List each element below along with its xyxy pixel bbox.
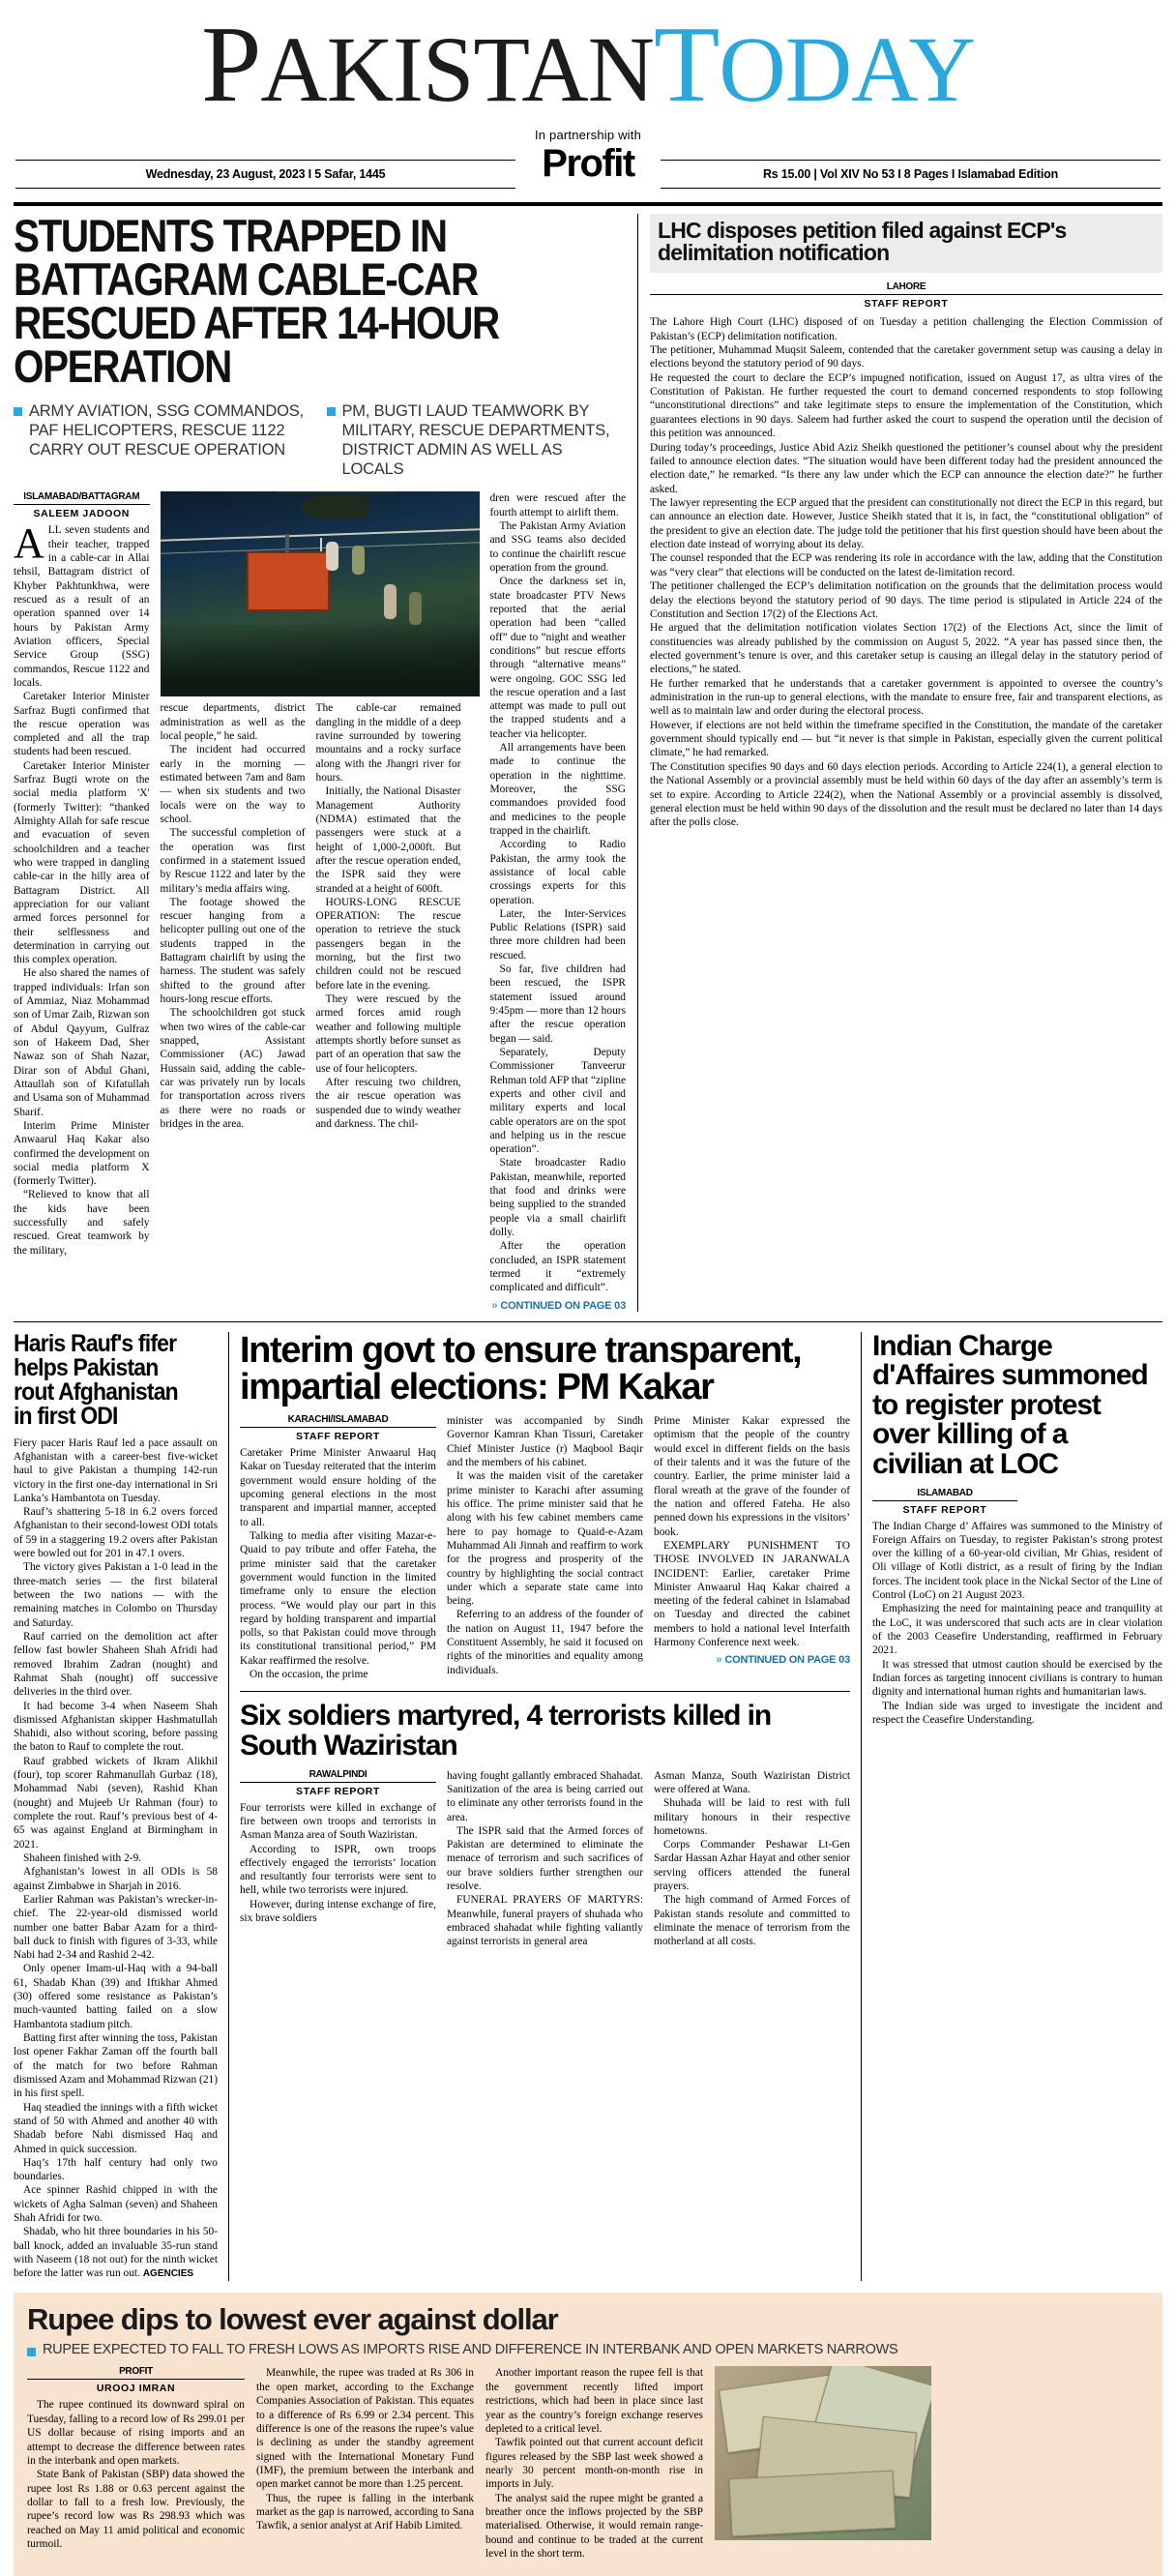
- paragraph: Earlier Rahman was Pakistan’s wrecker-in-chief. The 22-year-old dismissed world number one batter Babar Azam for a third-ball duck to finish with figures of 3-33, while Nabi had 2-34 and Rashid 2-42.: [14, 1893, 218, 1962]
- paragraph: The petitioner, Muhammad Muqsit Saleem, contended that the caretaker government setup was causing a delay in elections beyond the statutory period of 90 days.: [650, 344, 1162, 370]
- paragraph: The high command of Armed Forces of Pakistan stands resolute and committed to eliminate the menace of terrorism from the motherland at all costs.: [654, 1894, 850, 1948]
- paragraph: Shuhada will be laid to rest with full military honours in their respective hometowns.: [654, 1797, 850, 1837]
- rail-byline: [650, 281, 1162, 310]
- rupee-photo-column: [715, 2366, 931, 2561]
- paragraph: It was stressed that utmost caution should be exercised by the Indian forces as targeting innocent civilians is contrary to human dignity and international human rights and humanitarian laws.: [872, 1658, 1162, 1699]
- lead-column-1: [14, 491, 150, 1311]
- paragraph: The Pakistan Army Aviation and SSG teams also decided to continue the chairlift rescue operation from the ground.: [489, 520, 626, 575]
- paragraph: Caretaker Interior Minister Sarfraz Bugti wrote on the social media platform 'X' (formerly Twitter): “thanked Almighty Allah for safe rescue and evacuation of seven schoolchildren and a teacher who were trapped in dangling cable-car in the hilly area of Battagram District. All appreciation for our valiant armed forces personnel for their selflessness and determination in carrying out this complex operation.: [14, 759, 150, 966]
- byline-author: STAFF REPORT: [902, 1503, 987, 1516]
- lead-bullet-2-text: PM, BUGTI LAUD TEAMWORK BY MILITARY, RESCUE DEPARTMENTS, DISTRICT ADMIN AS WELL AS LOCALS: [341, 401, 610, 479]
- lead-column-4: [490, 491, 627, 1311]
- paragraph: “Relieved to know that all the kids have been successfully and safely rescued. Great teamwork by the military,: [14, 1189, 150, 1257]
- byline-city: RAWALPINDI: [240, 1769, 436, 1783]
- byline-city: LAHORE: [650, 281, 1162, 295]
- paragraph: He requested the court to declare the ECP’s impugned notification, issued on August 17, as ultra vires of the Constitution of Pakistan. He further requested the court to demand concerned respondents to stop following “unconstitutional directions” and take legitimate steps to ensure the implementation of the Constitution, which guarantees elections in 90 days. Saleem had further asked the court to suspend the operation until the decision of this petition was announced.: [650, 371, 1162, 440]
- paragraph: The Indian Charge d’ Affaires was summoned to the Ministry of Foreign Affairs on Tuesday, to register Pakistan’s strong protest over the killing of a 60-year-old civilian, Mr Ghias, resident of Oli village of Kotli district, as a result of firing by the Indian forces. The incident took place in the Nickal Sector of the Line of Control (LoC) on 21 August 2023.: [872, 1520, 1162, 1602]
- paragraph: Initially, the National Disaster Management Authority (NDMA) estimated that the passengers were stuck at a height of 1,000-2,000ft. But after the rescue operation ended, the ISPR said they were stranded at a height of 600ft.: [315, 785, 461, 895]
- rupee-subhead: [27, 2342, 1149, 2357]
- paragraph: EXEMPLARY PUNISHMENT TO THOSE INVOLVED IN JARANWALA INCIDENT: Earlier, caretaker Prime Minister Anwaarul Haq Kakar chaired a meeting of the federal cabinet in Islamabad on Tuesday and directed the cabinet members to hold a national level Interfaith Harmony Conference next week.: [654, 1539, 850, 1649]
- interim-headline[interactable]: Interim govt to ensure transparent, impartial elections: PM Kakar: [240, 1329, 802, 1408]
- paragraph: ALL seven students and their teacher, trapped in a cable-car in Allai tehsil, Battagram district of Khyber Pakhtunkhwa, were rescued as a result of an operation spanned over 14 hours by Pakistan Army Aviation officers, Special Service Group (SSG) commandos, Rescue 1122 and locals.: [14, 519, 150, 689]
- paragraph: Shaheen finished with 2-9.: [23, 1851, 142, 1864]
- logo-letter-t: T: [654, 5, 720, 125]
- paragraph: The analyst said the rupee might be granted a breather once the inflows projected by the SBP materialised. Otherwise, it would remain range-bound and continue to be traded at the current level in the short term.: [485, 2492, 703, 2561]
- interim-column-3: [654, 1414, 850, 1681]
- paragraph: It had become 3-4 when Naseem Shah dismissed Afghanistan skipper Hashmatullah Shahidi, also without scoring, before passing the baton to Rauf to complete the rout.: [14, 1700, 218, 1754]
- dateline-bar: [15, 158, 1161, 191]
- haris-headline[interactable]: Haris Rauf's fifer helps Pakistan rout Afghanistan in first ODI: [14, 1329, 178, 1430]
- paragraph: The Constitution specifies 90 days and 60 days election periods. According to Article 224(1), a general election to the National Assembly or a provincial assembly must be held within 60 days of the day after an assembly’s term is set to expire. According to Article 224(2), when the National Assembly or a provincial assembly is dissolved, general election must be held within 90 days of the dissolution and the result must be declared no later than 14 days after the polls close.: [650, 760, 1162, 829]
- section-divider: [14, 1321, 1162, 1322]
- price-edition-info: Rs 15.00 | Vol XIV No 53 I 8 Pages I Islamabad Edition: [661, 166, 1161, 182]
- paragraph: Rauf carried on the demolition act after fellow fast bowler Shaheen Shah Afridi had removed Ibrahim Zadran (nought) and Rahmat Shah (nought) off successive deliveries in the third over.: [14, 1630, 218, 1699]
- dateline-left: [15, 158, 515, 191]
- paragraph: Another important reason the rupee fell is that the government recently lifted import restrictions, which had been in place since last year as the country’s foreign exchange reserves depleted to a critical level.: [485, 2367, 703, 2435]
- paragraph: Rauf grabbed wickets of Ikram Alikhil (four), top scorer Rahmanullah Gurbaz (18), Mohammad Nabi (seven), Rashid Khan (nought) and Mujeeb Ur Rahman (four) to complete the rout. Rauf’s previous best of 4-65 was against England at Birmingham in 2021.: [14, 1755, 218, 1851]
- paragraph: Haq steadied the innings with a fifth wicket stand of 50 with Ahmed and another 40 with Shadab before Nabi dismissed Haq and Ahmed in quick succession.: [14, 2101, 218, 2155]
- lead-bullets: [14, 401, 626, 480]
- soldiers-column-1: [240, 1769, 436, 1949]
- paragraph: Prime Minister Kakar expressed the optimism that the people of the country would excel in different fields on the basis of their talents and it was the future of the country. Earlier, the prime minister laid a floral wreath at the grave of the founder of the nation and offered Fateha. He also penned down his expressions in the visitors’ book.: [654, 1415, 850, 1538]
- logo-text-akistan: AKISTAN: [260, 17, 654, 121]
- agencies-credit: AGENCIES: [142, 2268, 194, 2280]
- logo-letter-p: P: [201, 5, 261, 125]
- paragraph: Caretaker Interior Minister Sarfraz Bugti confirmed that the rescue operation was completed and all the trap students had been rescued.: [14, 691, 150, 758]
- rail-headline[interactable]: LHC disposes petition filed against ECP's delimitation notification: [650, 214, 1162, 274]
- paragraph: Rauf’s shattering 5-18 in 6.2 overs forced Afghanistan to their second-lowest ODI totals of 59 in a staggering 19.2 overs after Pakistan were bowled out for 201 in 47.1 overs.: [14, 1506, 218, 1560]
- paragraph: Later, the Inter-Services Public Relations (ISPR) said three more children had been rescued.: [489, 907, 626, 962]
- lead-bullet-2: [327, 401, 627, 480]
- story-haris-rauf: [14, 1329, 228, 2281]
- paragraph: Ace spinner Rashid chipped in with the wickets of Agha Salman (seven) and Shaheen Shah Afridi for two.: [14, 2184, 218, 2225]
- soldiers-columns: [240, 1769, 850, 1949]
- paragraph: So far, five children had been rescued, the ISPR statement issued around 9:45pm — more than 12 hours after the rescue operation began — said.: [489, 963, 626, 1045]
- paragraph-text: Shadab, who hit three boundaries in his 50-ball knock, added an invaluable 35-run stand with Naseem (18 not out) for the ninth wicket before the latter was run out.: [14, 2226, 218, 2280]
- story-indian-charge-daffaires: [862, 1329, 1162, 2281]
- soldiers-column-3: [654, 1769, 850, 1949]
- logo-text-oday: ODAY: [719, 17, 975, 121]
- paragraph: The incident had occurred early in the morning — estimated between 7am and 8am — when six students and two locals were on the way to school.: [160, 744, 306, 825]
- paragraph: According to ISPR, own troops effectively engaged the terrorists’ location and resultantly four terrorists were sent to hell, while two terrorists were injured.: [240, 1843, 436, 1897]
- paragraph: The rupee continued its downward spiral on Tuesday, falling to a record low of Rs 299.01 per US dollar because of rising imports and an attempt to decrease the difference between rates in the interbank and open markets.: [27, 2399, 245, 2467]
- bullet-square-icon: [27, 2348, 36, 2356]
- paragraph: The victory gives Pakistan a 1-0 lead in the three-match series — the first bilateral between the two nations — with the remaining matches in Colombo on Thursday and Saturday.: [14, 1561, 218, 1629]
- masthead: [0, 0, 1176, 183]
- paragraph: Interim Prime Minister Anwaarul Haq Kakar also confirmed the development on social media platform X (formerly Twitter).: [14, 1119, 150, 1188]
- paragraph: The schoolchildren got stuck when two wires of the cable-car snapped, Assistant Commissioner (AC) Jawad Hussain said, adding the cable-car was privately run by locals for transportation across rivers as there were no roads or bridges in the area.: [160, 1007, 306, 1130]
- paragraph: The lawyer representing the ECP argued that the president can constitutionally not direct the ECP in this regard, but can announce an election date. However, Justice Sheikh stated that it is, in fact, the “constitutional obligation” of the president to give an election date. The judge told the petitioner that his first question should have been about the election date instead of worrying about its delay.: [650, 497, 1162, 551]
- interim-column-2: [447, 1414, 643, 1681]
- byline-author: SALEEM JADOON: [33, 508, 130, 520]
- rupee-column-2: [256, 2366, 474, 2561]
- paragraph: The cable-car remained dangling in the middle of a deep ravine surrounded by towering mountains and a rocky surface along with the Jhangri river for hours.: [315, 702, 461, 785]
- paragraph: He also shared the names of trapped individuals: Irfan son of Ammiaz, Niaz Mohammad son of Umar Zaib, Rizwan son of Abdul Qayyum, Gulfraz son of Hakeem Dad, Sher Nawaz son of Shah Nazar, Dirar son of Abdul Ghani, Attaullah son of Kifatullah and Usama son of Muhammad Sharif.: [14, 967, 150, 1118]
- paragraph: rescue departments, district administration as well as the local people,” he said.: [160, 702, 306, 743]
- byline-author: STAFF REPORT: [296, 1431, 380, 1443]
- paragraph: All arrangements have been made to continue the operation in the nighttime. Moreover, the SSG commandoes provided food and medicines to the people trapped in the chairlift.: [489, 742, 626, 837]
- paragraph: The counsel responded that the ECP was rendering its role in accordance with the law, adding that the Constitution was “very clear” that elections will be conducted on the latest de-limitation record.: [650, 552, 1162, 578]
- story-divider: [240, 1691, 850, 1692]
- paragraph: dren were rescued after the fourth attempt to airlift them.: [489, 492, 626, 518]
- dateline-right: [661, 158, 1161, 191]
- lead-bullet-1: [14, 401, 313, 480]
- helicopter-shape: [301, 495, 368, 518]
- cable-car-cabin: [247, 551, 330, 611]
- paragraph: Separately, Deputy Commissioner Tanveerur Rehman told AFP that “zipline experts and other civil and military experts and local cable operators are on the spot and helping us in the rescue operation”.: [489, 1046, 626, 1156]
- double-chevron-icon: »: [491, 1299, 498, 1312]
- paragraph: HOURS-LONG RESCUE OPERATION: The rescue operation to retrieve the stuck passengers began in the morning, but the first two children could not be rescued before late in the evening.: [315, 896, 461, 992]
- paragraph: After the operation concluded, an ISPR statement termed it “extremely complicated and difficult”.: [489, 1240, 626, 1294]
- paragraph: minister was accompanied by Sindh Governor Kamran Khan Tissuri, Caretaker Chief Minister Justice (r) Maqbool Baqir and the members of his cabinet.: [447, 1415, 643, 1469]
- paragraph: The petitioner challenged the ECP’s delimitation notification on the grounds that the delimitation process would delay the elections beyond the statutory period of 90 days. The time period is stipulated in Article 224 of the Constitution and Section 17(2) of the Elections Act.: [650, 580, 1162, 620]
- lead-continued-link[interactable]: » CONTINUED ON PAGE 03: [491, 1299, 626, 1312]
- paragraph: Haq’s 17th half century had only two boundaries.: [14, 2156, 218, 2183]
- paragraph: Meanwhile, the rupee was traded at Rs 306 in the open market, according to the Exchange Companies Association of Pakistan. This equates to a difference of Rs 6.99 or 2.34 percent. This difference is one of the reasons the rupee’s value is declining as under the standby agreement signed with the International Monetary Fund (IMF), the premium between the interbank and open market cannot be more than 1.25 percent.: [256, 2367, 474, 2491]
- rupee-headline[interactable]: Rupee dips to lowest ever against dollar: [27, 2301, 558, 2336]
- lead-column-2: [161, 701, 306, 1131]
- story-rupee: [14, 2293, 1162, 2576]
- partnership-label: In partnership with: [534, 127, 642, 142]
- byline-author: UROOJ IMRAN: [96, 2383, 176, 2395]
- rupee-columns: [27, 2366, 1149, 2561]
- paragraph: The footage showed the rescuer hanging from a helicopter pulling out one of the students trapped in the Battagram chairlift by using the harness. The student was safely shifted to the ground after hours-long rescue efforts.: [160, 896, 306, 1006]
- rupee-byline: [27, 2366, 245, 2394]
- paragraph: having fought gallantly embraced Shahadat. Sanitization of the area is being carried out to eliminate any other terrorists found in the area.: [447, 1769, 643, 1823]
- paragraph: Thus, the rupee is falling in the interbank market as the gap is narrowed, according to Sana Tawfik, a senior analyst at Arif Habib Limited.: [256, 2492, 474, 2532]
- lead-bullet-1-text: ARMY AVIATION, SSG COMMANDOS, PAF HELICOPTERS, RESCUE 1122 CARRY OUT RESCUE OPERATION: [29, 401, 304, 459]
- middle-section: [0, 1329, 1176, 2281]
- paragraph: Afghanistan’s lowest in all ODIs is 58 against Zimbabwe in Sharjah in 2016.: [14, 1866, 218, 1892]
- paragraph: The successful completion of the operation was first confirmed in a statement issued by Rescue 1122 and later by the military’s media affairs wing.: [160, 827, 306, 895]
- paragraph: On the occasion, the prime: [250, 1669, 368, 1681]
- paragraph: Caretaker Prime Minister Anwaarul Haq Kakar on Tuesday reiterated that the interim government would ensure holding of the upcoming general elections in the most transparent and impartial manner, accepted to all.: [240, 1447, 436, 1528]
- soldiers-byline: [240, 1769, 436, 1797]
- cable-car-rescue-photo: [161, 491, 480, 696]
- paragraph: He argued that the delimitation notification violates Section 17(2) of the Elections Act, since the limit of constituencies was already published by the commission on August 5, 2022. “A year has passed since then, the elected government’s tenure is over, and this caretaker setup is causing an illegal delay in the statutory period of elections,” he stated.: [650, 622, 1162, 676]
- paragraph: State broadcaster Radio Pakistan, meanwhile, reported that food and drinks were being supplied to the stranded people via a small chairlift dolly.: [489, 1157, 626, 1239]
- paragraph: Batting first after winning the toss, Pakistan lost opener Fakhar Zaman off the fourth ball of the match for two before Rahman dismissed Azam and Mohammad Rizwan (21) in his first spell.: [14, 2032, 219, 2100]
- byline-author: STAFF REPORT: [296, 1785, 380, 1797]
- paragraph: The Lahore High Court (LHC) disposed of on Tuesday a petition challenging the Election Commission of Pakistan’s (ECP) delimitation notification.: [650, 316, 1162, 342]
- paragraph: Four terrorists were killed in exchange of fire between own troops and terrorists in Asman Manza area of South Waziristan.: [240, 1801, 436, 1842]
- paragraph: Once the darkness set in, state broadcaster PTV News reported that the aerial operation had been “called off” due to “night and weather conditions” but rescue efforts through “alternative means” were ongoing. GOC SSG led the rescue operation and a last attempt was made to pull out the trapped students and a teacher via helicopter.: [489, 576, 626, 740]
- paragraph: Corps Commander Peshawar Lt-Gen Sardar Hassan Azhar Hayat and other senior serving officers attended the funeral prayers.: [654, 1839, 850, 1893]
- byline-city: ISLAMABAD/BATTAGRAM: [14, 491, 150, 505]
- sidebar-story-lhc: [637, 214, 1162, 1312]
- lead-photo-subcolumns: [161, 701, 480, 1131]
- dollar-banknotes-photo: [715, 2366, 931, 2540]
- soldiers-column-2: [447, 1769, 643, 1949]
- paragraph: According to Radio Pakistan, the army took the assistance of local cable crossings experts for this operation.: [489, 839, 626, 906]
- masthead-divider: [14, 202, 1162, 206]
- lead-story: [14, 209, 637, 1312]
- paragraph: Asman Manza, South Waziristan District were offered at Wana.: [654, 1769, 850, 1795]
- top-section: [0, 209, 1176, 1312]
- publication-date: Wednesday, 23 August, 2023 I 5 Safar, 1445: [15, 166, 515, 182]
- story-interim-govt: [240, 1329, 850, 1682]
- paragraph: The Indian side was urged to investigate the incident and respect the Ceasefire Understanding.: [872, 1700, 1162, 1726]
- rupee-column-1: [27, 2366, 245, 2561]
- byline-author: STAFF REPORT: [864, 298, 949, 311]
- paragraph: Emphasizing the need for maintaining peace and tranquility at the LoC, it was underscored that such acts are in clear violation of the 2003 Ceasefire Understanding, reaffirmed in February 2021.: [872, 1603, 1162, 1657]
- byline-city: PROFIT: [27, 2366, 245, 2380]
- lead-photo-column: [161, 491, 480, 1311]
- paragraph: After rescuing two children, the air rescue operation was suspended due to windy weather and darkness. The chil-: [315, 1076, 461, 1130]
- paragraph: FUNERAL PRAYERS OF MARTYRS: Meanwhile, funeral prayers of shuhada who embraced shahadat while fighting valiantly against terrorists in general area: [447, 1894, 643, 1948]
- interim-column-1: [240, 1414, 436, 1681]
- interim-continued-link[interactable]: » CONTINUED ON PAGE 03: [716, 1654, 850, 1667]
- interim-byline: [240, 1414, 436, 1442]
- rail-body: [650, 315, 1162, 829]
- indian-headline[interactable]: Indian Charge d'Affaires summoned to register protest over killing of a civilian at LOC: [872, 1329, 1148, 1480]
- rupee-column-3: [485, 2366, 703, 2561]
- bullet-square-icon: [327, 407, 336, 416]
- lead-column-3: [316, 701, 461, 1131]
- lead-body: [14, 491, 626, 1311]
- soldiers-headline[interactable]: Six soldiers martyred, 4 terrorists killed in South Waziristan: [240, 1700, 772, 1762]
- paragraph: Tawfik pointed out that current account deficit figures released by the SBP last week showed a nearly 30 percent month-on-month rise in imports in July.: [485, 2437, 703, 2491]
- rupee-subhead-text: RUPEE EXPECTED TO FALL TO FRESH LOWS AS IMPORTS RISE AND DIFFERENCE IN INTERBANK AND OPEN MARKETS NARROWS: [43, 2342, 898, 2358]
- paragraph: Only opener Imam-ul-Haq with a 94-ball 61, Shadab Khan (39) and Iftikhar Ahmed (30) offered some resistance as Pakistan’s much-vaunted batting failed on a slow Hambantota stadium pitch.: [14, 1963, 218, 2030]
- paragraph: However, during intense exchange of fire, six brave soldiers: [240, 1898, 436, 1925]
- byline-city: ISLAMABAD: [872, 1488, 1017, 1501]
- double-chevron-icon: »: [716, 1654, 722, 1667]
- paragraph: Fiery pacer Haris Rauf led a pace assault on Afghanistan with a career-best five-wicket haul to give Pakistan a thumping 142-run victory in the first one-day international in Sri Lanka’s Hambantota on Tuesday.: [14, 1436, 218, 1504]
- paragraph: The ISPR said that the Armed forces of Pakistan are determined to eliminate the menace of terrorism and such sacrifices of our brave soldiers further strengthen our resolve.: [447, 1824, 643, 1893]
- paragraph: However, if elections are not held within the timeframe specified in the Constitution, the mandate of the caretaker government should typically end — but “it never is that simple in Pakistan, especially given the current political climate,” he had remarked.: [650, 719, 1162, 759]
- interim-columns: [240, 1414, 850, 1681]
- paragraph: They were rescued by the armed forces amid rough weather and following multiple attempts shortly before sunset as part of an operation that saw the use of four helicopters.: [315, 993, 461, 1075]
- lead-byline: [14, 491, 150, 519]
- paragraph: It was the maiden visit of the caretaker prime minister to Karachi after assuming his office. The prime minister said that he along with his few cabinet members came here to pay homage to Quaid-e-Azam Muhammad Ali Jinnah and reaffirm to work for the progress and prosperity of the country by highlighting the social contract under which a separate state came into being.: [447, 1470, 643, 1608]
- bullet-square-icon: [14, 407, 22, 416]
- byline-city: KARACHI/ISLAMABAD: [240, 1414, 436, 1428]
- middle-center-column: [228, 1329, 862, 2281]
- paragraph: Talking to media after visiting Mazar-e-Quaid to pay tribute and offer Fateha, the prime minister said that the caretaker government would function in the limited timeframe only to ensure the election process. “We would play our part in this regard by holding transparent and impartial polls, so that Pakistan could move through its constitutional transitional period,” PM Kakar reaffirmed the resolve.: [240, 1529, 436, 1667]
- paragraph: State Bank of Pakistan (SBP) data showed the rupee lost Rs 1.88 or 0.63 percent against the dollar to fall to a fresh low. Previously, the rupee’s record low was Rs 298.93 which was reached on May 11 amid political and economic turmoil.: [27, 2469, 245, 2551]
- newspaper-logo: [0, 5, 1176, 125]
- paragraph: Referring to an address of the founder of the nation on August 11, 1947 before the Constituent Assembly, he said it focused on rights of the minorities and equality among individuals.: [447, 1609, 643, 1676]
- paragraph: He further remarked that he understands that a caretaker government is appointed to oversee the country’s administration in the run-up to general elections, with the mandate to ensure free, fair and transparent elections, as well as to maintain law and order during the electoral process.: [650, 677, 1162, 718]
- lead-headline[interactable]: STUDENTS TRAPPED IN BATTAGRAM CABLE-CAR RESCUED AFTER 14-HOUR OPERATION: [14, 209, 499, 392]
- paragraph: During today’s proceedings, Justice Abid Aziz Sheikh questioned the petitioner’s counsel about why the president failed to announce election dates. “The situation would have been different today had the president announced the election date,” he remarked. “Is there any law under which the ECP can announce the election date?” he further asked.: [650, 441, 1162, 495]
- paragraph: [14, 2225, 218, 2280]
- partner-logo-profit: Profit: [542, 141, 634, 185]
- indian-byline: [872, 1488, 1017, 1516]
- story-six-soldiers: [240, 1702, 850, 1948]
